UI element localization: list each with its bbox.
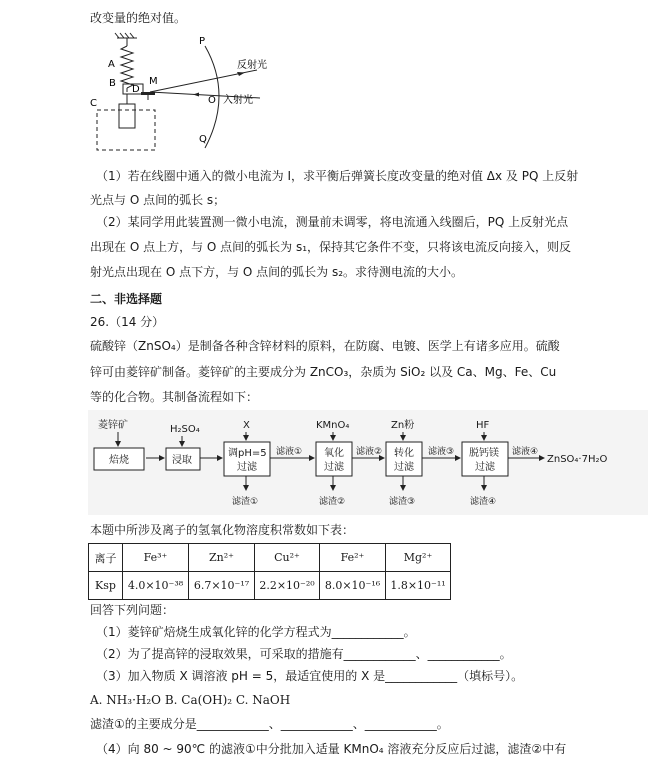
label-o: O (208, 95, 216, 106)
flow-hf: HF (476, 420, 490, 431)
flow-dc-line2: 过滤 (475, 462, 495, 473)
table-cell: 4.0×10⁻³⁸ (123, 572, 189, 600)
label-b: B (109, 78, 116, 89)
flow-residue-1: 滤渣① (232, 497, 259, 507)
table-caption: 本题中所涉及离子的氢氧化物溶度积常数如下表： (90, 523, 355, 537)
flow-h2so4: H₂SO₄ (170, 424, 200, 435)
flow-filtrate-4: 滤液④ (512, 447, 539, 457)
text-line: 出现在 O 点上方，与 O 点间的弧长为 s₁，保持其它条件不变，只将该电流反向接入，则反 (90, 240, 572, 254)
flow-residue-4: 滤渣④ (470, 497, 497, 507)
flow-roast: 焙烧 (109, 455, 129, 466)
label-m: M (149, 76, 158, 87)
label-reflect: 反射光 (237, 60, 267, 71)
table-cell: 1.8×10⁻¹¹ (386, 572, 451, 600)
text-line: （4）向 80 ~ 90℃ 的滤液①中分批加入适量 KMnO₄ 溶液充分反应后过滤，滤渣②中有 (96, 742, 567, 756)
flow-dc-line1: 脱钙镁 (469, 448, 499, 459)
answer-options: A. NH₃·H₂O B. Ca(OH)₂ C. NaOH (90, 693, 291, 707)
ksp-table (88, 543, 451, 600)
text-line: 锌可由菱锌矿制备。菱锌矿的主要成分为 ZnCO₃，杂质为 SiO₂ 以及 Ca、Mg、Fe、Cu (90, 365, 557, 379)
text-line: （1）若在线圈中通入的微小电流为 I，求平衡后弹簧长度改变量的绝对值 Δx 及 PQ 上反射 (96, 169, 579, 183)
table-row (89, 544, 451, 572)
flow-filtrate-2: 滤液② (356, 447, 383, 457)
text-line: （2）某同学用此装置测一微小电流，测量前未调零，将电流通入线圈后，PQ 上反射光点 (96, 215, 569, 229)
table-cell: Cu²⁺ (255, 544, 320, 572)
table-row (89, 572, 451, 600)
table-cell: Zn²⁺ (189, 544, 255, 572)
flow-residue-3: 滤渣③ (389, 497, 416, 507)
table-header-cell: 离子 (89, 544, 123, 572)
text-line: 光点与 O 点间的弧长 s； (90, 193, 226, 207)
flow-residue-2: 滤渣② (319, 497, 346, 507)
question-number: 26.（14 分） (90, 315, 165, 329)
spring (121, 46, 133, 88)
process-flowchart (88, 410, 648, 515)
flow-cv-line1: 转化 (394, 448, 414, 459)
table-cell: Fe³⁺ (123, 544, 189, 572)
text-line: 等的化合物。其制备流程如下： (90, 390, 259, 404)
flow-filtrate-3: 滤液③ (428, 447, 455, 457)
flow-cv-line2: 过滤 (394, 462, 414, 473)
apparatus-diagram (85, 30, 285, 155)
flow-product: ZnSO₄·7H₂O (547, 454, 608, 465)
text-line: （1）菱锌矿焙烧生成氧化锌的化学方程式为____________。 (96, 625, 416, 639)
text-line: 改变量的绝对值。 (90, 11, 187, 25)
table-cell: 8.0×10⁻¹⁶ (320, 572, 386, 600)
text-line: （3）加入物质 X 调溶液 pH = 5，最适宜使用的 X 是____________（填标号）。 (96, 669, 524, 683)
flow-kmno4: KMnO₄ (316, 420, 350, 431)
flow-ox-line2: 过滤 (324, 462, 344, 473)
text-line: （2）为了提高锌的浸取效果，可采取的措施有____________、____________。 (96, 647, 512, 661)
flow-zn: Zn粉 (391, 420, 415, 431)
coil-c (119, 104, 135, 128)
table-cell: Fe²⁺ (320, 544, 386, 572)
label-d: D (132, 84, 140, 95)
flow-ph-line2: 过滤 (237, 462, 257, 473)
label-c: C (90, 98, 97, 109)
flow-ore: 菱锌矿 (98, 420, 128, 431)
text-line: 回答下列问题： (90, 603, 175, 617)
table-cell: 2.2×10⁻²⁰ (255, 572, 320, 600)
flow-leach: 浸取 (172, 455, 192, 466)
flow-ox-line1: 氧化 (324, 448, 344, 459)
table-header-cell: Ksp (89, 572, 123, 600)
flow-x: X (243, 420, 250, 431)
flow-filtrate-1: 滤液① (276, 447, 303, 457)
ceiling-mount (115, 33, 137, 46)
label-a: A (108, 59, 115, 70)
text-line: 射光点出现在 O 点下方，与 O 点间的弧长为 s₂。求待测电流的大小。 (90, 265, 464, 279)
table-cell: 6.7×10⁻¹⁷ (189, 572, 255, 600)
label-q: Q (199, 134, 207, 145)
flow-ph-line1: 调pH=5 (228, 448, 267, 459)
label-incident: 入射光 (223, 95, 253, 106)
label-p: P (199, 36, 206, 47)
text-line: 滤渣①的主要成分是____________、____________、____________。 (90, 717, 449, 731)
table-cell: Mg²⁺ (386, 544, 451, 572)
section-heading: 二、非选择题 (90, 292, 163, 306)
text-line: 硫酸锌（ZnSO₄）是制备各种含锌材料的原料，在防腐、电镀、医学上有诸多应用。硫酸 (90, 339, 560, 353)
